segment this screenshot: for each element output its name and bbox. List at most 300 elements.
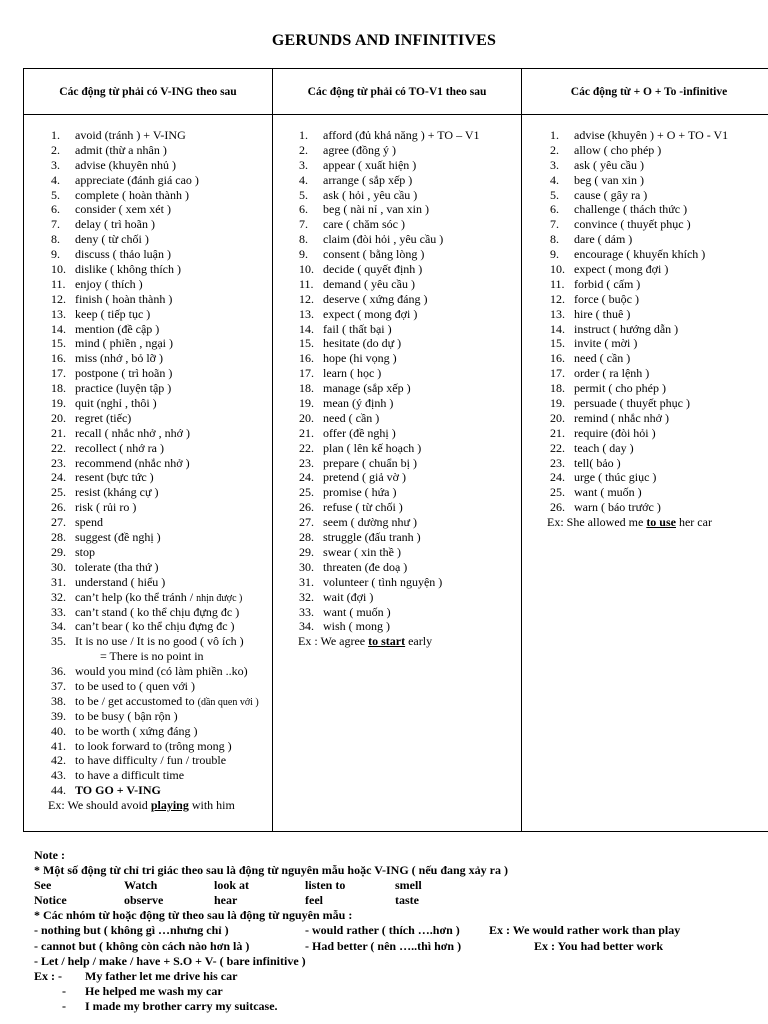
list-item — [299, 559, 521, 575]
list-item — [299, 396, 521, 411]
list-item — [51, 634, 272, 649]
item-text: to have a difficult time — [75, 768, 185, 783]
perception-word: feel — [305, 893, 323, 908]
item-text: wait (đợi ) — [323, 589, 374, 604]
item-number: 39. — [51, 708, 66, 723]
item-number: 9. — [299, 247, 308, 262]
item-text: hope (hi vọng ) — [323, 351, 397, 366]
item-number: 1. — [550, 128, 559, 142]
list-item — [550, 217, 768, 232]
item-text: advise (khuyên ) + O + TO - V1 — [574, 128, 729, 142]
item-number: 38. — [51, 693, 66, 708]
item-number: 30. — [51, 559, 66, 574]
example-keyword: playing — [150, 798, 189, 813]
item-number: 32. — [299, 589, 314, 604]
list-item — [299, 291, 521, 307]
item-note: (dần quen với ) — [197, 696, 259, 708]
item-text: beg ( nài nỉ , van xin ) — [323, 202, 429, 217]
list-item — [299, 157, 521, 173]
item-number: 43. — [51, 768, 66, 783]
item-number: 14. — [51, 321, 66, 336]
item-number: 3. — [299, 157, 308, 172]
item-text: recall ( nhắc nhở , nhớ ) — [75, 425, 190, 440]
list-item — [550, 351, 768, 366]
list-item — [550, 455, 768, 471]
item-text: manage (sắp xếp ) — [323, 381, 411, 396]
item-number: 18. — [550, 381, 565, 396]
item-text: discuss ( thảo luận ) — [75, 247, 171, 262]
item-number: 35. — [51, 634, 66, 649]
item-text: seem ( dường như ) — [323, 515, 418, 530]
list-item — [550, 440, 768, 456]
list-item — [299, 276, 521, 292]
item-text: to be busy ( bận rộn ) — [75, 708, 178, 723]
list-item — [550, 128, 768, 143]
perception-word: Notice — [34, 893, 67, 908]
list-item — [51, 619, 272, 634]
item-number: 16. — [299, 351, 314, 366]
list-item — [51, 783, 272, 798]
item-number: 7. — [299, 217, 308, 232]
item-number: 34. — [51, 619, 66, 634]
item-number: 17. — [299, 366, 314, 381]
item-number: 25. — [51, 485, 66, 500]
list-item — [299, 321, 521, 337]
item-number: 18. — [299, 381, 314, 396]
item-text: to be worth ( xứng đáng ) — [75, 723, 198, 738]
list-item — [550, 470, 768, 485]
perception-row-1 — [34, 878, 754, 893]
list-item — [550, 232, 768, 247]
list-item — [51, 247, 272, 262]
list-item — [550, 142, 768, 158]
item-text: regret (tiếc) — [75, 410, 132, 425]
item-text: allow ( cho phép ) — [574, 142, 662, 157]
item-text: tell( bảo ) — [574, 455, 621, 470]
item-number: 28. — [51, 530, 66, 545]
item-number: 10. — [51, 262, 66, 277]
item-number: 19. — [51, 396, 66, 411]
item-number: 1. — [51, 128, 60, 142]
list-item — [550, 336, 768, 351]
item-number: 29. — [51, 544, 66, 559]
list-item — [51, 589, 272, 605]
item-text: beg ( van xin ) — [574, 172, 644, 187]
item-number: 20. — [550, 410, 565, 425]
list-item — [51, 753, 272, 768]
item-text: refuse ( từ chối ) — [323, 500, 403, 515]
item-text: dislike ( không thích ) — [75, 262, 181, 277]
list-item — [299, 217, 521, 232]
item-number: 31. — [51, 574, 66, 589]
item-text: decide ( quyết định ) — [323, 262, 423, 277]
item-text: would you mind (có làm phiền ..ko) — [75, 664, 248, 679]
item-number: 20. — [51, 410, 66, 425]
list-item — [51, 276, 272, 292]
example-sentence: He helped me wash my car — [85, 983, 223, 998]
perception-word: look at — [214, 878, 250, 893]
list-item — [299, 232, 521, 247]
item-number: 10. — [550, 262, 565, 277]
item-number: 24. — [299, 470, 314, 485]
item-number: 21. — [51, 425, 66, 440]
example-dash: - — [62, 998, 66, 1013]
page-title: GERUNDS AND INFINITIVES — [271, 32, 497, 49]
list-item — [550, 291, 768, 307]
item-text: care ( chăm sóc ) — [323, 217, 405, 232]
item-text: demand ( yêu cầu ) — [323, 276, 415, 291]
item-text: permit ( cho phép ) — [574, 381, 666, 396]
perception-word: Watch — [124, 878, 158, 893]
perception-row-2 — [34, 893, 754, 908]
item-number: 33. — [299, 604, 314, 619]
item-number: 27. — [51, 515, 66, 530]
item-text: stop — [75, 544, 96, 559]
item-text: prepare ( chuẩn bị ) — [323, 455, 417, 470]
item-number: 4. — [299, 172, 308, 187]
list-item — [51, 351, 272, 366]
example: Ex : You had better work — [534, 938, 664, 953]
item-number: 16. — [550, 351, 565, 366]
item-text: plan ( lên kế hoạch ) — [323, 440, 422, 455]
item-number: 7. — [550, 217, 559, 232]
list-item — [51, 291, 272, 307]
list-item — [299, 142, 521, 158]
item-number: 26. — [550, 500, 565, 515]
item-text: swear ( xin thề ) — [323, 544, 401, 559]
item-number: 16. — [51, 351, 66, 366]
item-number: 23. — [299, 455, 314, 470]
item-text: recollect ( nhớ ra ) — [75, 440, 164, 455]
item-text: appreciate (đánh giá cao ) — [75, 172, 199, 187]
list-item — [51, 321, 272, 337]
item-text: can’t help (ko thể tránh / — [75, 589, 197, 604]
list-item — [51, 515, 272, 530]
perception-word: smell — [395, 878, 422, 893]
list-item — [51, 142, 272, 158]
list-item — [550, 172, 768, 188]
item-number: 26. — [51, 500, 66, 515]
item-text: require (đòi hỏi ) — [574, 425, 656, 440]
item-text: deny ( từ chối ) — [75, 232, 149, 247]
list-item — [550, 306, 768, 322]
list-item — [51, 425, 272, 441]
list-item — [550, 247, 768, 262]
list-item — [550, 381, 768, 396]
list-item — [51, 544, 272, 560]
item-text: consider ( xem xét ) — [75, 202, 171, 217]
item-number: 24. — [51, 470, 66, 485]
item-number: 6. — [299, 202, 308, 217]
list-item — [550, 187, 768, 203]
item-text: consent ( bằng lòng ) — [323, 247, 425, 262]
item-number: 6. — [51, 202, 60, 217]
perception-word: See — [34, 878, 52, 893]
list-item — [51, 187, 272, 203]
list-item — [51, 232, 272, 247]
item-text: can’t stand ( ko thể chịu đựng đc ) — [75, 604, 240, 619]
item-number: 2. — [299, 142, 308, 157]
item-text: can’t bear ( ko thể chịu đựng đc ) — [75, 619, 235, 634]
item-text: TO GO + V-ING — [75, 783, 161, 798]
item-text: convince ( thuyết phục ) — [574, 217, 691, 232]
example-text: Ex: She allowed me — [547, 515, 647, 530]
item-text: advise (khuyên nhủ ) — [75, 157, 176, 172]
list-item — [51, 559, 272, 575]
list-item — [550, 425, 768, 441]
item-text: resent (bực tức ) — [75, 470, 154, 485]
list-item — [299, 172, 521, 188]
item-number: 34. — [299, 619, 314, 634]
item-text: want ( muốn ) — [574, 485, 642, 500]
item-text: remind ( nhắc nhở ) — [574, 410, 669, 425]
list-item — [299, 544, 521, 560]
item-text: wish ( mong ) — [323, 619, 390, 634]
list-item — [51, 396, 272, 411]
item-number: 3. — [51, 157, 60, 172]
item-number: 13. — [299, 306, 314, 321]
item-number: 5. — [51, 187, 60, 202]
item-text: postpone ( trì hoãn ) — [75, 366, 173, 381]
list-item — [51, 678, 272, 694]
item-number: 2. — [550, 142, 559, 157]
item-number: 14. — [299, 321, 314, 336]
item-text: admit (thừ a nhân ) — [75, 142, 167, 157]
list-item — [299, 485, 521, 500]
example-sentence — [547, 515, 768, 530]
list-item — [51, 604, 272, 620]
item-number: 33. — [51, 604, 66, 619]
item-text: ask ( yêu cầu ) — [574, 157, 644, 172]
list-item — [51, 172, 272, 188]
item-number: 22. — [51, 440, 66, 455]
example-sentence — [48, 798, 272, 813]
list-item — [51, 410, 272, 426]
item-number: 44. — [51, 783, 66, 798]
list-item — [51, 306, 272, 322]
perception-word: observe — [124, 893, 164, 908]
item-number: 7. — [51, 217, 60, 232]
item-number: 10. — [299, 262, 314, 277]
list-item — [299, 440, 521, 456]
list-item — [299, 247, 521, 262]
list-item — [51, 336, 272, 351]
item-text: challenge ( thách thức ) — [574, 202, 688, 217]
item-number: 31. — [299, 574, 314, 589]
item-number: 8. — [299, 232, 308, 247]
item-text: avoid (tránh ) + V-ING — [75, 128, 186, 142]
list-item — [51, 485, 272, 500]
example-line-1 — [34, 969, 754, 984]
perception-word: hear — [214, 893, 238, 908]
item-number: 11. — [550, 276, 565, 291]
item-number: 12. — [51, 291, 66, 306]
list-item — [550, 485, 768, 500]
item-number: 2. — [51, 142, 60, 157]
item-text: warn ( báo trước ) — [574, 500, 661, 515]
item-text: miss (nhớ , bỏ lỡ ) — [75, 351, 164, 366]
example-sentence: I made my brother carry my suitcase. — [85, 998, 278, 1013]
item-number: 11. — [51, 276, 66, 291]
item-number: 12. — [299, 291, 314, 306]
item-text: risk ( rủi ro ) — [75, 500, 137, 515]
example-keyword: to start — [368, 634, 406, 649]
list-item — [299, 530, 521, 545]
item-number: 20. — [299, 410, 314, 425]
list-item — [51, 470, 272, 485]
item-number: 12. — [550, 291, 565, 306]
list-item — [299, 470, 521, 485]
list-item — [299, 128, 521, 143]
item-number: 21. — [299, 425, 314, 440]
item-number: 26. — [299, 500, 314, 515]
item-number: 21. — [550, 425, 565, 440]
item-number: 11. — [299, 276, 314, 291]
item-number: 17. — [550, 366, 565, 381]
list-item — [299, 604, 521, 620]
item-text: deserve ( xứng đáng ) — [323, 291, 428, 306]
verb-table — [23, 68, 768, 832]
item-text: hire ( thuê ) — [574, 306, 631, 321]
item-text: expect ( mong đợi ) — [574, 262, 669, 277]
item-text: need ( cần ) — [323, 410, 380, 425]
item-number: 23. — [51, 455, 66, 470]
list-item — [51, 574, 272, 590]
note-label: Note : — [34, 848, 65, 862]
item-text: threaten (đe doạ ) — [323, 559, 408, 574]
list-item — [51, 664, 272, 679]
column-ving — [24, 115, 273, 832]
phrase: - cannot but ( không còn cách nào hơn là ) — [34, 938, 250, 953]
item-text: mind ( phiền , ngại ) — [75, 336, 173, 351]
item-text: arrange ( sắp xếp ) — [323, 172, 413, 187]
list-item — [299, 500, 521, 515]
list-item — [550, 202, 768, 217]
bare-line-1 — [34, 923, 754, 938]
phrase: - would rather ( thích ….hơn ) — [305, 923, 460, 938]
list-item — [51, 455, 272, 471]
item-number: 30. — [299, 559, 314, 574]
example-sentence: My father let me drive his car — [85, 968, 238, 983]
item-number: 17. — [51, 366, 66, 381]
example-line-3 — [34, 999, 754, 1014]
item-text: order ( ra lệnh ) — [574, 366, 650, 381]
item-text: mean (ý định ) — [323, 396, 394, 411]
list-item — [299, 589, 521, 605]
example-line-2 — [34, 984, 754, 999]
phrase: - nothing but ( không gì …nhưng chỉ ) — [34, 923, 229, 938]
list-item — [550, 321, 768, 337]
example-sentence — [298, 634, 521, 649]
item-text: complete ( hoàn thành ) — [75, 187, 189, 202]
column-header-ving: Các động từ phải có V-ING theo sau — [24, 69, 273, 115]
item-text: learn ( học ) — [323, 366, 382, 381]
list-item — [51, 693, 272, 709]
list-item — [51, 500, 272, 515]
item-text: offer (đề nghị ) — [323, 425, 396, 440]
item-text: to have difficulty / fun / trouble — [75, 753, 227, 768]
item-text: instruct ( hướng dẫn ) — [574, 321, 679, 336]
item-number: 8. — [51, 232, 60, 247]
item-text: mention (đề cập ) — [75, 321, 160, 336]
list-item — [51, 128, 272, 143]
item-number: 25. — [550, 485, 565, 500]
item-number: 15. — [51, 336, 66, 351]
list-item — [51, 738, 272, 754]
item-text: claim (đòi hỏi , yêu cầu ) — [323, 232, 444, 247]
item-text: urge ( thúc giục ) — [574, 470, 657, 485]
list-item — [51, 768, 272, 783]
list-item — [51, 262, 272, 277]
list-item — [51, 217, 272, 232]
item-number: 27. — [299, 515, 314, 530]
item-number: 4. — [51, 172, 60, 187]
bare-infinitive-intro: * Các nhóm từ hoặc động từ theo sau là động từ nguyên mẫu : — [34, 908, 353, 923]
item-text: pretend ( giả vờ ) — [323, 470, 406, 485]
item-number: 40. — [51, 723, 66, 738]
item-text: to look forward to (trông mong ) — [75, 738, 232, 753]
item-text: delay ( trì hoãn ) — [75, 217, 155, 232]
list-item — [51, 440, 272, 456]
item-number: 19. — [299, 396, 314, 411]
item-text: quit (nghỉ , thôi ) — [75, 396, 157, 411]
item-number: 5. — [299, 187, 308, 202]
item-number: 6. — [550, 202, 559, 217]
list-item — [299, 515, 521, 530]
item-number: 9. — [51, 247, 60, 262]
item-number: 13. — [51, 306, 66, 321]
item-text: resist (kháng cự ) — [75, 485, 159, 500]
example-keyword: to use — [646, 515, 676, 530]
item-text: practice (luyện tập ) — [75, 381, 172, 396]
item-continuation: = There is no point in — [100, 649, 204, 664]
list-item — [299, 410, 521, 426]
list-item — [299, 619, 521, 634]
item-text: enjoy ( thích ) — [75, 276, 143, 291]
item-text: struggle (đấu tranh ) — [323, 530, 421, 545]
list-item — [299, 187, 521, 203]
item-number: 3. — [550, 157, 559, 172]
item-text: need ( cần ) — [574, 351, 631, 366]
item-number: 5. — [550, 187, 559, 202]
item-number: 24. — [550, 470, 565, 485]
item-text: to be used to ( quen với ) — [75, 678, 195, 693]
item-text: force ( buộc ) — [574, 291, 639, 306]
list-item — [299, 455, 521, 471]
list-item — [51, 157, 272, 173]
list-item — [51, 381, 272, 396]
example-text: her car — [675, 515, 712, 530]
list-item — [299, 262, 521, 277]
item-text: invite ( mời ) — [574, 336, 638, 351]
item-number: 13. — [550, 306, 565, 321]
item-text: promise ( hứa ) — [323, 485, 397, 500]
item-number: 18. — [51, 381, 66, 396]
item-number: 22. — [550, 440, 565, 455]
item-text: understand ( hiểu ) — [75, 574, 166, 589]
list-item — [299, 381, 521, 396]
notes-section — [34, 848, 754, 1014]
item-text: persuade ( thuyết phục ) — [574, 396, 690, 411]
item-text: hesitate (do dự ) — [323, 336, 402, 351]
item-text: suggest (đề nghị ) — [75, 530, 161, 545]
item-number: 1. — [299, 128, 308, 142]
list-item — [550, 276, 768, 292]
item-number: 8. — [550, 232, 559, 247]
list-item — [51, 202, 272, 217]
list-item — [51, 530, 272, 545]
item-text: ask ( hỏi , yêu cầu ) — [323, 187, 418, 202]
